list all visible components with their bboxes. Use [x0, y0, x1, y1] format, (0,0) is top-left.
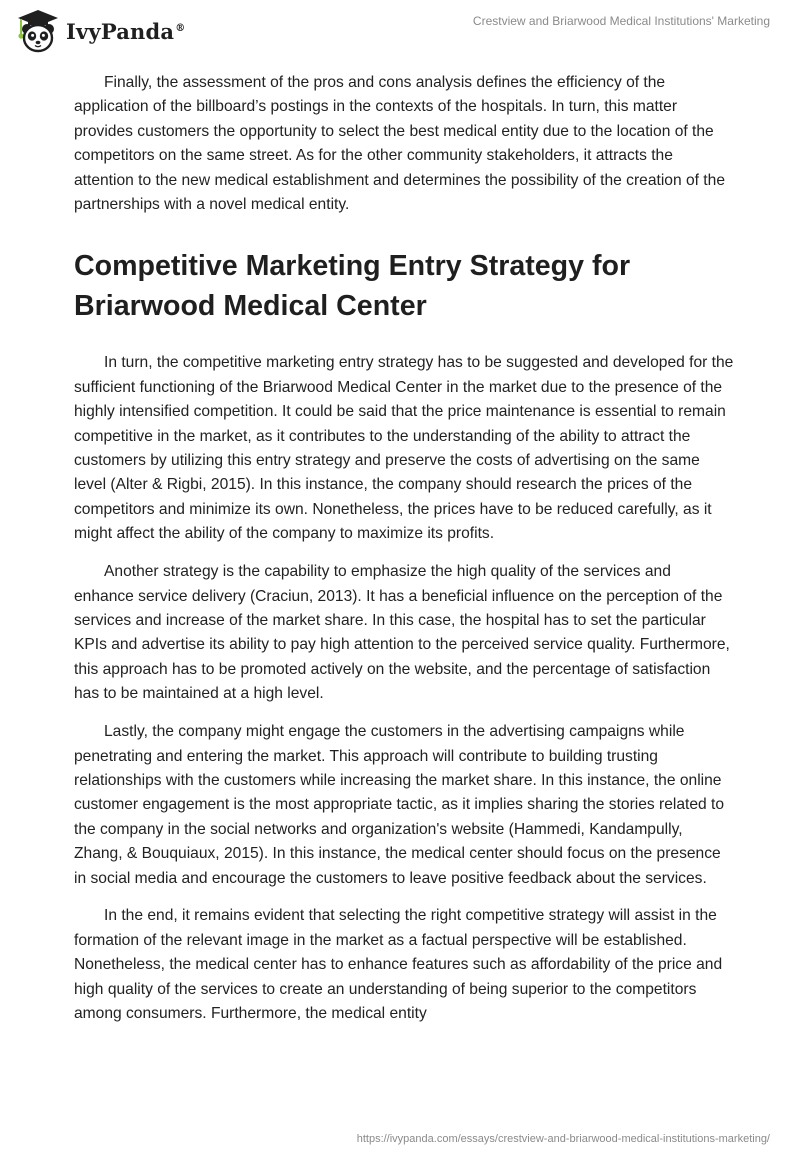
paragraph-4: In the end, it remains evident that selecting the right competitive strategy will assist in the formation of the relevant image in the market as a factual perspective will be established. Nonetheless, the medical center has to enhance features such as affordability of the price and high quality of the services to create an understanding of being superior to the competitors among consumers. Furthermore, the medical entity — [74, 907, 723, 1023]
paragraph-2: Another strategy is the capability to emphasize the high quality of the services and enhance service delivery (Craciun, 2013). It has a beneficial influence on the perception of the services and increase of the market share. In this case, the hospital has to set the particular KPIs and advertise its ability to pay high attention to the perceived service quality. Furthermore, this approach has to be promoted actively on the website, and the percentage of satisfaction has to be maintained at a high level. — [74, 563, 730, 703]
running-title: Crestview and Briarwood Medical Institutions' Marketing — [472, 14, 770, 28]
logo-text: IvyPanda — [66, 18, 175, 44]
logo-wordmark — [66, 19, 185, 44]
page-header — [0, 0, 800, 60]
section-heading: Competitive Marketing Entry Strategy for Briarwood Medical Center — [74, 250, 631, 323]
intro-paragraph: Finally, the assessment of the pros and cons analysis defines the efficiency of the application of the billboard’s postings in the contexts of the hospitals. In turn, this matter provides customers the opportunity to select the best medical entity due to the location of the competitors on the same street. As for the other community stakeholders, it attracts the attention to the new medical establishment and determines the possibility of the creation of the partnerships with a novel medical entity. — [74, 74, 725, 214]
registered-mark: ® — [175, 22, 186, 34]
source-url-link[interactable]: https://ivypanda.com/essays/crestview-and-briarwood-medical-institutions-marketing/ — [356, 1133, 770, 1145]
paragraph-3: Lastly, the company might engage the customers in the advertising campaigns while penetrating and entering the market. This approach will contribute to building trusting relationships with the customers while increasing the market share. In this instance, the online customer engagement is the most appropriate tactic, as it implies sharing the stories related to the company in the social networks and organization's website (Hammedi, Kandampully, Zhang, & Bouquiaux, 2015). In this instance, the medical center should focus on the presence in social media and encourage the customers to leave positive feedback about the services. — [74, 723, 725, 887]
panda-graduate-icon — [14, 8, 62, 54]
ivypanda-logo[interactable] — [14, 8, 185, 54]
article-body — [74, 71, 734, 1027]
paragraph-1: In turn, the competitive marketing entry strategy has to be suggested and developed for the sufficient functioning of the Briarwood Medical Center in the market due to the presence of the highly intensified competition. It could be said that the price maintenance is essential to remain competitive in the market, as it contributes to the understanding of the ability to attract the customers by utilizing this entry strategy and preserve the costs of advertising on the same level (Alter & Rigbi, 2015). In this instance, the company should research the prices of the competitors and minimize its own. Nonetheless, the prices have to be reduced carefully, as it might affect the ability of the company to maximize its profits. — [74, 354, 734, 543]
